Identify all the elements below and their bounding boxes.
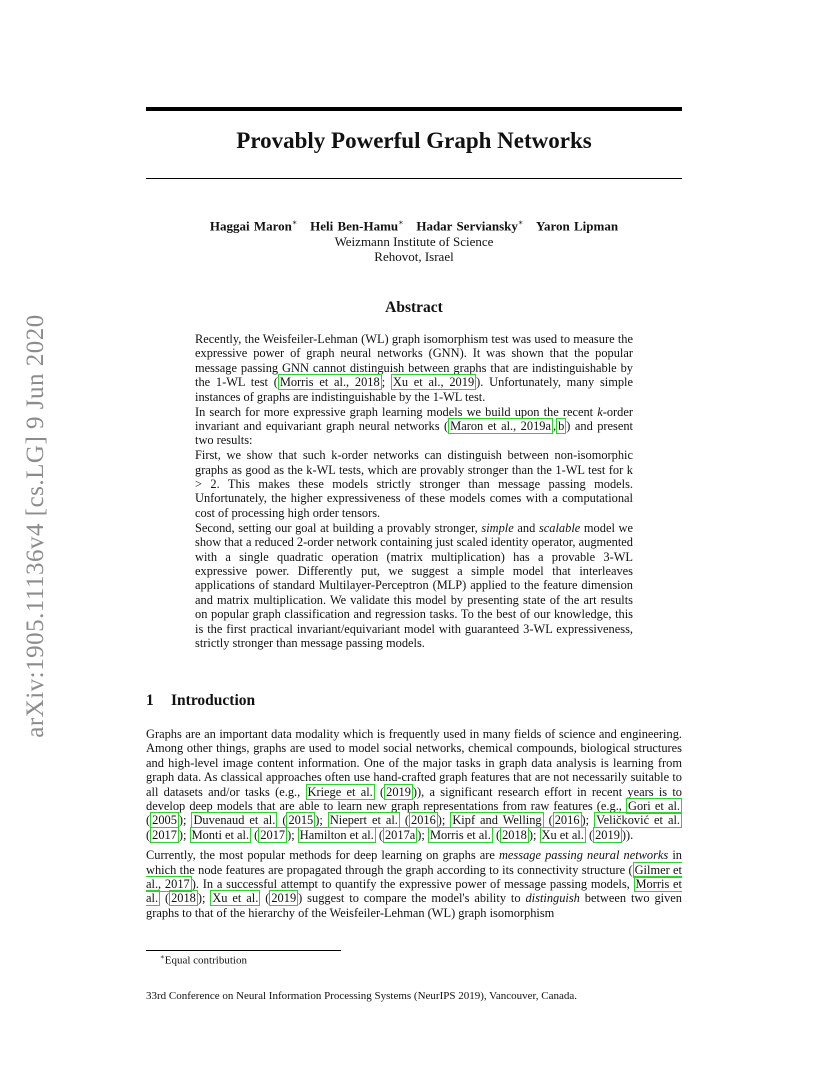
text-run: in which the node features are propagated through the graph according to its connectivity structure ( <box>146 848 682 877</box>
text-run: ( <box>160 891 170 906</box>
citation-link[interactable]: Veličković et al. <box>596 813 681 828</box>
text-run: ; <box>381 375 391 390</box>
citation-link[interactable]: 2016 <box>411 813 436 828</box>
text-run: ( <box>146 827 151 842</box>
citation-link[interactable]: 2019 <box>595 827 620 842</box>
citation-link[interactable]: Kipf and Welling <box>452 813 542 828</box>
venue-footer: 33rd Conference on Neural Information Processing Systems (NeurIPS 2019), Vancouver, Canada. <box>146 990 578 1002</box>
text-run: ( <box>277 813 287 828</box>
citation-link[interactable]: 2019 <box>271 891 297 906</box>
abstract-body <box>195 332 633 651</box>
citation-link[interactable]: Monti et al. <box>191 827 250 842</box>
citation-link[interactable]: Gilmer et al., 2017 <box>146 862 682 892</box>
abstract-paragraph <box>195 521 633 651</box>
body-paragraph <box>146 727 682 842</box>
text-run: ); <box>287 827 298 842</box>
footnote-rule <box>146 950 341 951</box>
citation-link[interactable]: Hamilton et al. <box>299 827 374 842</box>
abstract-paragraph <box>195 332 633 404</box>
emphasis: scalable <box>538 520 581 535</box>
citation-link[interactable]: Xu et al., 2019 <box>392 375 475 390</box>
text-run: ( <box>492 827 501 842</box>
text-run: ); <box>437 813 451 828</box>
citation-link[interactable]: 2018 <box>502 827 527 842</box>
citation-link[interactable]: 2005 <box>152 813 177 828</box>
citation-link[interactable]: 2017 <box>260 827 286 842</box>
text-run: ); <box>315 813 328 828</box>
text-run: ( <box>375 827 383 842</box>
citation-link[interactable]: 2015 <box>288 813 314 828</box>
text-run: ( <box>251 827 259 842</box>
text-run: ( <box>374 784 385 799</box>
text-run: Currently, the most popular methods for deep learning on graphs are <box>146 848 499 863</box>
text-run: model we show that a reduced 2-order network containing just scaled identity operator, augmented with a single quadratic operation (matrix multiplication) has a provable 3-WL expressive power. Differently put, we suggest a simple model that interleaves applications of standard Multilayer-Perceptron (MLP) applied to the feature dimension and matrix multiplication. We validate this model by presenting state of the art results on popular graph classification and regression tasks. To the best of our knowledge, this is the first practical invariant/equivariant model with guaranteed 3-WL expressiveness, strictly stronger than message passing models. <box>195 520 633 651</box>
section-title: Introduction <box>171 692 256 709</box>
arxiv-identifier-stamp <box>6 296 66 756</box>
text-run: )), a significant research effort in recent years is to develop deep models that are able to learn new graph representations from raw features (e.g., <box>146 784 682 814</box>
math-variable: k <box>597 404 603 419</box>
section-heading <box>146 692 255 710</box>
arxiv-identifier-text: arXiv:1905.11136v4 [cs.LG] 9 Jun 2020 <box>22 314 50 738</box>
text-run: ( <box>543 813 553 828</box>
footnote-text: Equal contribution <box>164 954 247 967</box>
introduction-body <box>146 727 682 926</box>
author-block <box>146 215 682 265</box>
text-run: In search for more expressive graph learning models we build upon the recent <box>195 404 598 419</box>
citation-link[interactable]: Xu et al. <box>541 827 584 842</box>
title-bottom-rule <box>146 178 682 179</box>
citation-link[interactable]: Niepert et al. <box>329 813 398 828</box>
text-run: ( <box>260 891 270 906</box>
footnote-marker: ∗ <box>160 953 165 961</box>
text-run: ); <box>197 891 211 906</box>
text-run: -order invariant and equivariant graph neural networks ( <box>195 404 633 433</box>
citation-link[interactable]: 2018 <box>171 891 196 906</box>
author-affiliation: Weizmann Institute of Science <box>334 233 494 249</box>
author-name: Yaron Lipman <box>536 218 619 234</box>
emphasis: distinguish <box>525 891 580 906</box>
author-name: Hadar Serviansky <box>416 218 518 234</box>
abstract-paragraph: First, we show that such k-order networks can distinguish between non-isomorphic graphs as good as the k-WL tests, which are provably stronger than the 1-WL test for k > 2. This makes these models strictly stronger than message passing models. Unfortunately, the higher expressiveness of these models comes with a computational cost of processing high order tensors. <box>195 448 633 520</box>
text-run: ); <box>417 827 428 842</box>
body-paragraph <box>146 848 682 920</box>
equal-contribution-marker: ∗ <box>291 218 298 227</box>
text-run: ); <box>528 827 540 842</box>
author-name: Heli Ben-Hamu <box>310 218 399 234</box>
text-run: ). In a successful attempt to quantify the expressive power of message passing models, <box>191 877 634 892</box>
text-run: ); <box>581 813 595 828</box>
text-run: Second, setting our goal at building a provably stronger, <box>195 520 482 535</box>
text-run: ( <box>585 827 594 842</box>
emphasis: message passing neural networks <box>498 848 669 863</box>
title-top-rule <box>146 107 682 111</box>
citation-link[interactable]: Xu et al. <box>212 891 259 906</box>
abstract-heading: Abstract <box>385 299 443 316</box>
text-run: ) suggest to compare the model's ability to <box>298 891 526 906</box>
author-name: Haggai Maron <box>209 218 292 234</box>
text-run: ) and present two results: <box>195 418 634 448</box>
text-run: , <box>552 418 557 433</box>
text-run: )). <box>621 827 634 842</box>
text-run: Graphs are an important data modality which is frequently used in many fields of science and engineering. Among other things, graphs are used to model social networks, chemical compounds, biological structures and high-level image content information. One of the major tasks in graph data analysis is learning from graph data. As classical approaches often use hand-crafted graph features that are not necessarily suitable to all datasets and/or tasks (e.g., <box>146 727 682 799</box>
paper-title: Provably Powerful Graph Networks <box>236 128 592 153</box>
text-run: ); <box>178 813 192 828</box>
citation-link[interactable]: b <box>558 418 565 433</box>
text-run: and <box>513 520 539 535</box>
citation-link[interactable]: Morris et al. <box>429 827 491 842</box>
citation-link[interactable]: 2017 <box>152 827 177 842</box>
citation-link[interactable]: Gori et al. <box>628 799 680 814</box>
citation-link[interactable]: Morris et al., 2018 <box>279 375 380 390</box>
citation-link[interactable]: Morris et al. <box>146 877 682 906</box>
citation-link[interactable]: 2019 <box>386 784 411 799</box>
citation-link[interactable]: Maron et al., 2019a <box>450 418 551 433</box>
text-run: Recently, the Weisfeiler-Lehman (WL) graph isomorphism test was used to measure the expressive power of graph neural networks (GNN). It was shown that the popular message passing GNN cannot distinguish between graphs that are indistinguishable by the 1-WL test ( <box>195 332 633 390</box>
emphasis: simple <box>481 520 514 535</box>
text-run: ); <box>178 827 190 842</box>
citation-link[interactable]: 2017a <box>384 827 416 842</box>
author-list <box>146 215 682 234</box>
text-run: between two given graphs to that of the hierarchy of the Weisfeiler-Lehman (WL) graph isomorphism <box>146 891 682 920</box>
equal-contribution-marker: ∗ <box>517 218 524 227</box>
author-location: Rehovot, Israel <box>374 249 454 265</box>
abstract-paragraph <box>195 405 633 448</box>
text-run: ( <box>146 813 151 828</box>
citation-link[interactable]: Kriege et al. <box>307 784 373 799</box>
equal-contribution-marker: ∗ <box>398 218 404 227</box>
text-run: ( <box>399 813 410 828</box>
citation-link[interactable]: 2016 <box>554 813 580 828</box>
citation-link[interactable]: Duvenaud et al. <box>193 813 276 828</box>
section-number: 1 <box>146 692 154 709</box>
text-run: ). Unfortunately, many simple instances of graphs are indistinguishable by the 1-WL test. <box>195 375 633 404</box>
footnote <box>160 953 247 967</box>
